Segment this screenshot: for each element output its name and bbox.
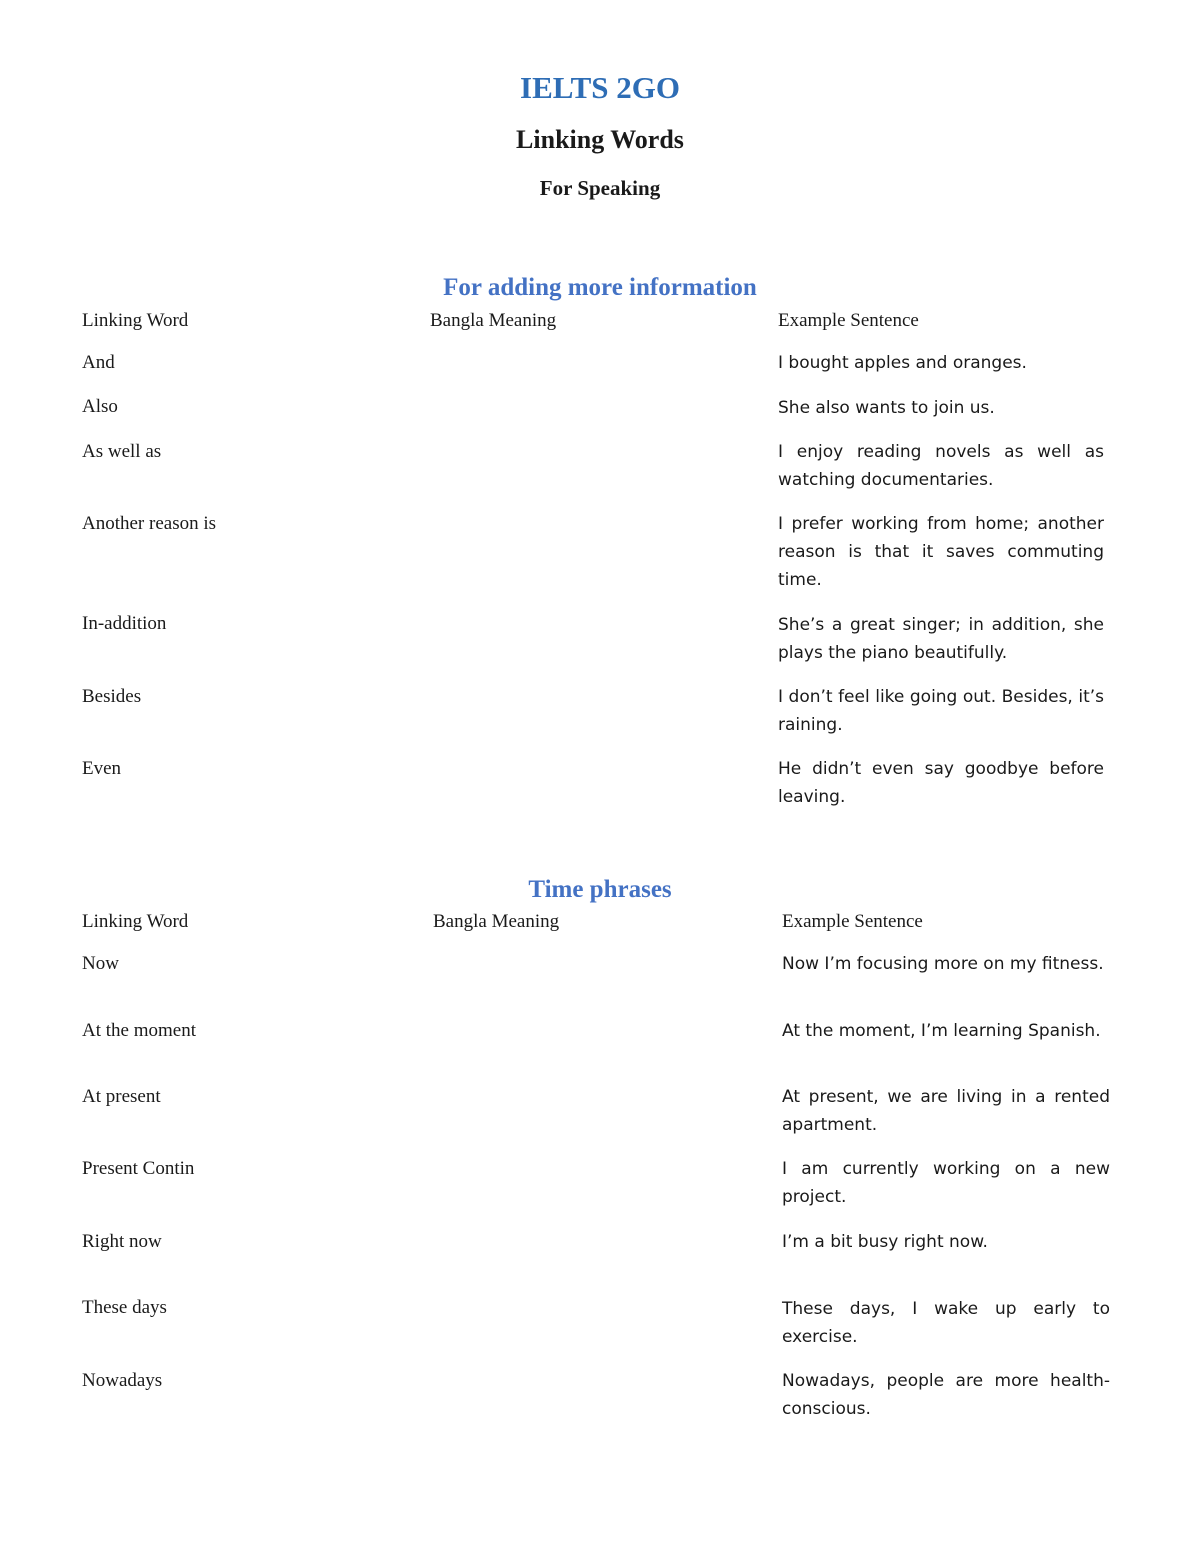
example-sentence: He didn’t even say goodbye before leaving. — [778, 759, 1104, 807]
example-sentence: I prefer working from home; another reason is that it saves commuting time. — [778, 514, 1104, 590]
linking-word: Nowadays — [82, 1370, 163, 1391]
linking-word: At the moment — [82, 1020, 196, 1041]
column-header-example-sentence: Example Sentence — [782, 911, 923, 932]
example-sentence: I don’t feel like going out. Besides, it’s raining. — [778, 687, 1104, 735]
example-sentence: These days, I wake up early to exercise. — [782, 1299, 1110, 1347]
linking-word: Besides — [82, 686, 142, 707]
linking-word: Present Contin — [82, 1158, 195, 1179]
linking-word: As well as — [82, 441, 162, 462]
linking-word: Right now — [82, 1231, 162, 1252]
example-sentence: At the moment, I’m learning Spanish. — [782, 1021, 1101, 1041]
linking-word: Now — [82, 953, 119, 974]
section-heading: For adding more information — [443, 274, 757, 301]
example-sentence: I bought apples and oranges. — [778, 353, 1027, 373]
linking-word: Also — [82, 396, 118, 417]
example-sentence: I enjoy reading novels as well as watching documentaries. — [778, 442, 1104, 490]
example-sentence: She also wants to join us. — [778, 398, 995, 418]
example-sentence: Nowadays, people are more health-conscious. — [782, 1371, 1110, 1419]
linking-word: Even — [82, 758, 122, 779]
page-subtitle: For Speaking — [539, 176, 661, 200]
brand-title: IELTS 2GO — [520, 70, 680, 105]
example-sentence: I’m a bit busy right now. — [782, 1232, 988, 1252]
example-sentence: I am currently working on a new project. — [782, 1159, 1110, 1207]
column-header-example-sentence: Example Sentence — [778, 310, 919, 331]
column-header-linking-word: Linking Word — [82, 911, 189, 932]
page-title: Linking Words — [516, 125, 684, 154]
linking-word: In-addition — [82, 613, 167, 634]
linking-word: Another reason is — [82, 513, 217, 534]
linking-word: And — [82, 352, 115, 373]
example-sentence: Now I’m focusing more on my fitness. — [782, 954, 1104, 974]
column-header-bangla-meaning: Bangla Meaning — [433, 911, 560, 932]
linking-word: At present — [82, 1086, 161, 1107]
linking-word: These days — [82, 1297, 167, 1318]
example-sentence: At present, we are living in a rented apartment. — [782, 1087, 1110, 1135]
column-header-linking-word: Linking Word — [82, 310, 189, 331]
column-header-bangla-meaning: Bangla Meaning — [430, 310, 557, 331]
example-sentence: She’s a great singer; in addition, she plays the piano beautifully. — [778, 615, 1104, 663]
section-heading: Time phrases — [528, 876, 672, 903]
